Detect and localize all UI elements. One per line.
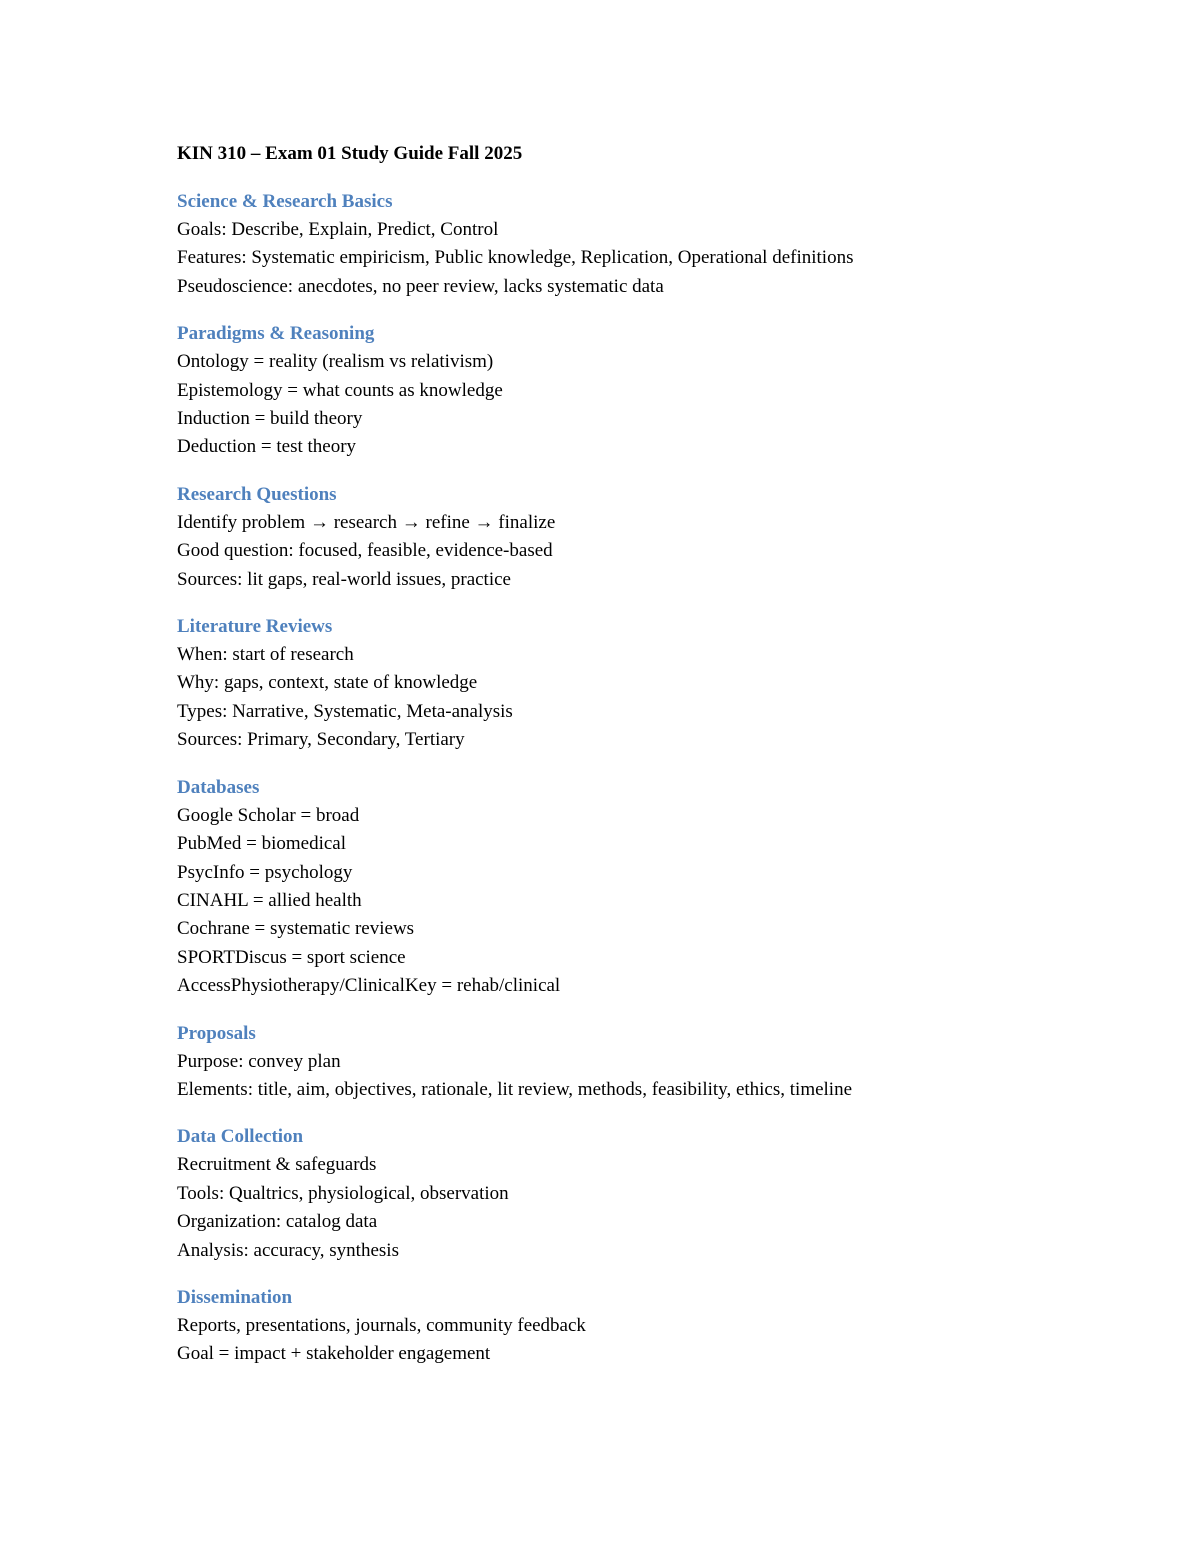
section-heading: Science & Research Basics — [177, 191, 393, 212]
section — [177, 481, 1137, 594]
section-line: PubMed = biomedical — [177, 833, 347, 855]
section-line: Recruitment & safeguards — [177, 1154, 377, 1176]
section-line: When: start of research — [177, 644, 354, 666]
section-line: Elements: title, aim, objectives, rationale, lit review, methods, feasibility, ethics, timeline — [177, 1078, 853, 1100]
section-line: Ontology = reality (realism vs relativism) — [177, 351, 494, 373]
section-line: Types: Narrative, Systematic, Meta-analysis — [177, 700, 513, 722]
section — [177, 774, 1137, 1001]
section — [177, 1284, 1137, 1369]
section-line: Goals: Describe, Explain, Predict, Control — [177, 219, 499, 240]
section-line: Good question: focused, feasible, evidence-based — [177, 540, 553, 562]
section — [177, 188, 1137, 301]
section-line: PsycInfo = psychology — [177, 861, 353, 883]
document-title: KIN 310 – Exam 01 Study Guide Fall 2025 — [177, 143, 523, 164]
section-line: SPORTDiscus = sport science — [177, 946, 406, 968]
section — [177, 1123, 1137, 1265]
sections-container — [177, 188, 1137, 1369]
section-heading: Literature Reviews — [177, 616, 333, 638]
section-line: Purpose: convey plan — [177, 1050, 341, 1072]
section-line: Google Scholar = broad — [177, 804, 360, 826]
section-line: Tools: Qualtrics, physiological, observation — [177, 1182, 509, 1204]
section — [177, 320, 1137, 462]
section-heading: Proposals — [177, 1022, 256, 1044]
section — [177, 613, 1137, 755]
section-line: Why: gaps, context, state of knowledge — [177, 672, 478, 694]
section-line: Features: Systematic empiricism, Public knowledge, Replication, Operational definitions — [177, 247, 854, 269]
section-line: Cochrane = systematic reviews — [177, 918, 415, 940]
section-line: Deduction = test theory — [177, 436, 357, 458]
section-line: Epistemology = what counts as knowledge — [177, 379, 503, 401]
section-line: Sources: Primary, Secondary, Tertiary — [177, 729, 465, 751]
document-page — [177, 140, 1137, 1388]
section-line: AccessPhysiotherapy/ClinicalKey = rehab/clinical — [177, 975, 561, 997]
section-line: Analysis: accuracy, synthesis — [177, 1239, 399, 1261]
section-line: Reports, presentations, journals, community feedback — [177, 1314, 586, 1336]
section-heading: Data Collection — [177, 1126, 304, 1148]
section-line: CINAHL = allied health — [177, 889, 362, 911]
section-line: Pseudoscience: anecdotes, no peer review, lacks systematic data — [177, 275, 664, 297]
section-heading: Research Questions — [177, 483, 337, 505]
section-line: Sources: lit gaps, real-world issues, practice — [177, 568, 511, 590]
section-heading: Dissemination — [177, 1286, 293, 1308]
section-line: Organization: catalog data — [177, 1211, 378, 1233]
section-heading: Databases — [177, 776, 260, 798]
section-line: Induction = build theory — [177, 408, 363, 430]
section — [177, 1020, 1137, 1105]
section-line: Goal = impact + stakeholder engagement — [177, 1343, 491, 1365]
section-heading: Paradigms & Reasoning — [177, 323, 375, 345]
section-line: Identify problem → research → refine → finalize — [177, 511, 556, 533]
